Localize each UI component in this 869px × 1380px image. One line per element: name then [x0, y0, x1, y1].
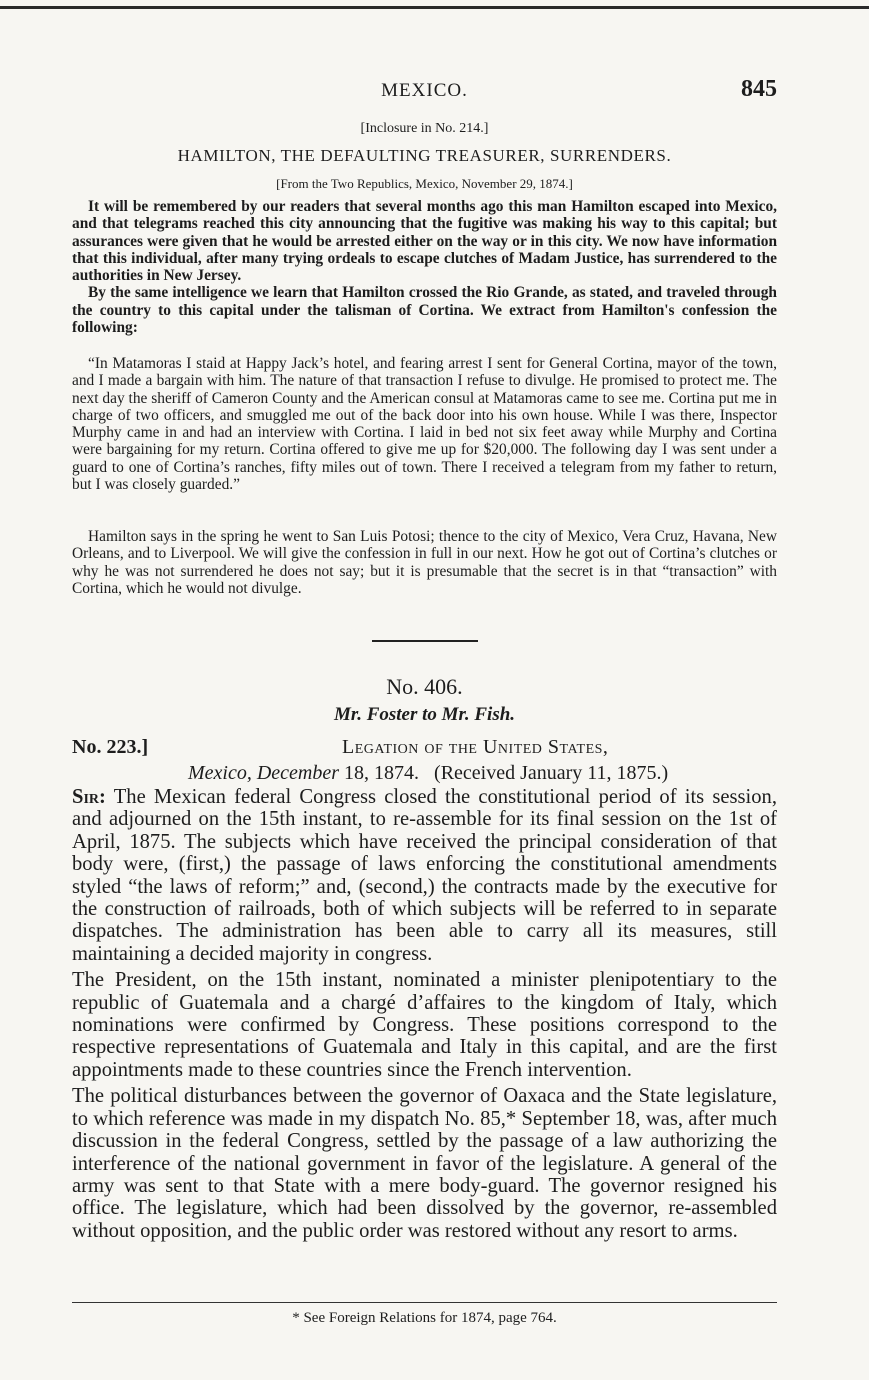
article-paragraph: By the same intelligence we learn that Hamilton crossed the Rio Grande, as stated, and traveled through the country to this capital under the talisman of Cortina. We extract from Hamilton's confession the following: [72, 284, 777, 337]
received-date: (Received January 11, 1875.) [434, 762, 669, 784]
top-border-rule [0, 6, 869, 9]
running-title: MEXICO. [381, 80, 468, 101]
article-source: [From the Two Republics, Mexico, November 29, 1874.] [276, 176, 573, 191]
footnote-divider [72, 1302, 777, 1303]
dispatch-paragraph: The President, on the 15th instant, nominated a minister plenipotentiary to the republic of Guatemala and a chargé d’affaires to the kingdom of Italy, which nominations were confirmed by Congress. These positions correspond to the respective representations of Guatemala and Italy in this capital, and are the first appointments made to these countries since the French intervention. [72, 969, 777, 1081]
document-title: Mr. Foster to Mr. Fish. [333, 704, 516, 725]
running-header [72, 76, 777, 106]
legation-heading: Legation of the United States, [342, 736, 609, 758]
article-closing [72, 528, 777, 597]
dispatch-body [72, 786, 777, 1246]
dispatch-date: 18, 1874. [339, 762, 420, 784]
confession-quote [72, 355, 777, 493]
salutation: Sir: [72, 786, 106, 808]
inclosure-label: [Inclosure in No. 214.] [360, 121, 489, 136]
dispatch-ref-number: No. 223.] [72, 736, 149, 758]
dispatch-paragraph [72, 786, 777, 965]
footnote: * See Foreign Relations for 1874, page 764. [292, 1310, 557, 1326]
page-number: 845 [741, 76, 777, 102]
article-headline: HAMILTON, THE DEFAULTING TREASURER, SURRENDERS. [177, 146, 672, 165]
dispatch-date-line [188, 762, 668, 785]
dispatch-paragraph-text: The Mexican federal Congress closed the constitutional period of its session, and adjourned on the 15th instant, to re-assemble for its final session on the 1st of April, 1875. The subjects which have received the principal consideration of that body were, (first,) the passage of laws enforcing the constitutional amendments styled “the laws of reform;” and, (second,) the contracts made by the executive for the construction of railroads, both of which subjects will be referred to in separate dispatches. The administration has been able to carry all its measures, still maintaining a decided majority in congress. [72, 786, 778, 965]
dispatch-place: Mexico, December [188, 762, 340, 784]
section-divider [372, 640, 478, 642]
dispatch-paragraph: The political disturbances between the governor of Oaxaca and the State legislature, to which reference was made in my dispatch No. 85,* September 18, was, after much discussion in the federal Congress, settled by the passage of a law authorizing the interference of the national government in favor of the legislature. A general of the army was sent to that State with a mere body-guard. The governor resigned his office. The legislature, which had been dissolved by the governor, re-assembled without opposition, and the public order was restored without any resort to arms. [72, 1085, 777, 1242]
closing-paragraph: Hamilton says in the spring he went to San Luis Potosi; thence to the city of Mexico, Vera Cruz, Havana, New Orleans, and to Liverpool. We will give the confession in full in our next. How he got out of Cortina’s clutches or why he was not surrendered he does not say; but it is presumable that the secret is in that “transaction” with Cortina, which he would not divulge. [72, 528, 777, 597]
article-paragraph: It will be remembered by our readers that several months ago this man Hamilton escaped into Mexico, and that telegrams reached this city announcing that the fugitive was making his way to this capital; but assurances were given that he would be arrested either on the way or in this city. We now have information that this individual, after many trying ordeals to escape clutches of Madam Justice, has surrendered to the authorities in New Jersey. [72, 198, 777, 285]
quote-paragraph: “In Matamoras I staid at Happy Jack’s hotel, and fearing arrest I sent for General Cortina, mayor of the town, and I made a bargain with him. The nature of that transaction I refuse to divulge. He promised to protect me. The next day the sheriff of Cameron County and the American consul at Matamoras came to see me. Cortina put me in charge of two officers, and smuggled me out of the back door into his own house. While I was there, Inspector Murphy came in and had an interview with Cortina. I laid in bed not six feet away while Murphy and Cortina were bargaining for my return. Cortina offered to give me up for $20,000. The following day I was sent under a guard to one of Cortina’s ranches, fifty miles out of town. There I received a telegram from my father to return, but I was closely guarded.” [72, 355, 777, 494]
document-number: No. 406. [386, 674, 463, 699]
article-body [72, 198, 777, 336]
